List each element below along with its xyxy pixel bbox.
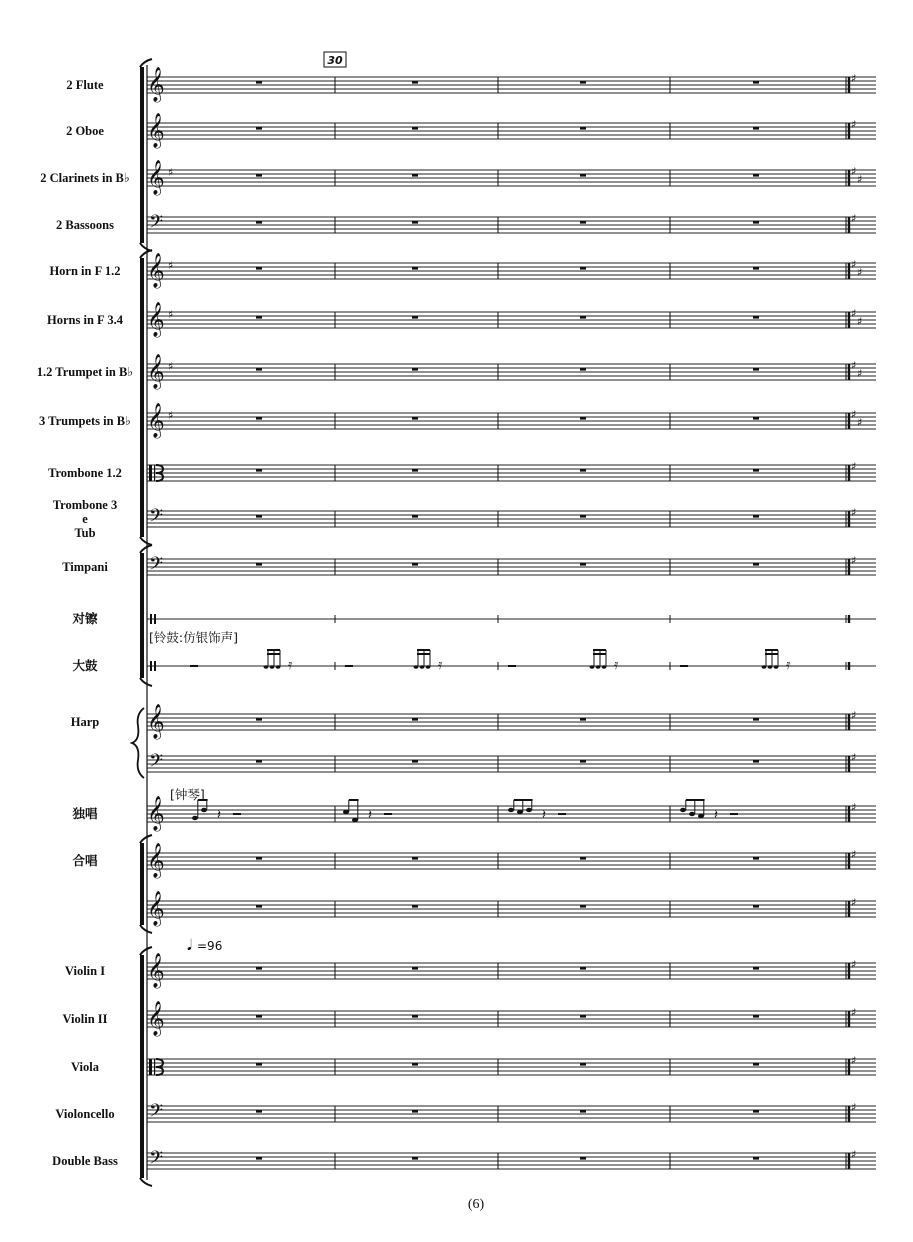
whole-rest-icon xyxy=(256,1063,262,1066)
whole-rest-icon xyxy=(580,417,586,420)
whole-rest-icon xyxy=(753,563,759,566)
staff-label xyxy=(71,715,100,729)
staff-label xyxy=(48,466,122,480)
treble-clef-icon: 𝄞 xyxy=(147,953,165,988)
whole-rest-icon xyxy=(256,515,262,518)
whole-rest-icon xyxy=(580,221,586,224)
rehearsal-mark xyxy=(324,52,346,67)
sixteenth-rest-icon: 𝄿 xyxy=(288,657,293,673)
whole-rest-icon xyxy=(753,469,759,472)
tempo-marking xyxy=(187,936,222,954)
whole-rest-icon xyxy=(256,967,262,970)
whole-rest-icon xyxy=(753,967,759,970)
treble-clef-icon: 𝄞 xyxy=(147,796,165,831)
staff-4 xyxy=(147,212,876,237)
whole-rest-icon xyxy=(412,760,418,763)
staff-18 xyxy=(147,891,876,927)
whole-rest-icon xyxy=(580,760,586,763)
staff-label xyxy=(56,218,114,232)
key-change-sharp-icon: ♯ xyxy=(851,848,857,861)
staff-label-line: Trombone 3 xyxy=(52,498,118,512)
whole-rest-icon xyxy=(412,563,418,566)
whole-rest-icon xyxy=(580,967,586,970)
half-rest-icon xyxy=(730,813,738,815)
staff-label-line: Tub xyxy=(74,526,96,540)
whole-rest-icon xyxy=(753,316,759,319)
note-head xyxy=(352,818,358,822)
whole-rest-icon xyxy=(580,1110,586,1113)
whole-rest-icon xyxy=(256,905,262,908)
whole-rest-icon xyxy=(753,81,759,84)
staff-8 xyxy=(147,403,876,439)
staff-label xyxy=(52,1154,118,1168)
staff-label-line: 合唱 xyxy=(72,854,98,868)
whole-rest-icon xyxy=(412,469,418,472)
staff-label xyxy=(40,171,130,185)
staff-label xyxy=(55,1107,114,1121)
staff-label-line: 2 Flute xyxy=(66,78,104,92)
staff-9 xyxy=(147,460,876,481)
note-head xyxy=(192,816,198,820)
whole-rest-icon xyxy=(412,267,418,270)
key-change-sharp-icon: ♯ xyxy=(857,367,863,380)
staff-label xyxy=(53,498,117,540)
percussion-annotation: [铃鼓:仿银饰声] xyxy=(149,630,238,645)
staff-label-line: Harp xyxy=(70,715,100,729)
key-change-sharp-icon: ♯ xyxy=(851,258,857,271)
key-change-sharp-icon: ♯ xyxy=(851,958,857,971)
key-change-sharp-icon: ♯ xyxy=(851,359,857,372)
staff-label xyxy=(71,1060,100,1074)
half-rest-icon xyxy=(345,665,353,667)
whole-rest-icon xyxy=(580,905,586,908)
note-head xyxy=(680,808,686,812)
whole-rest-icon xyxy=(256,718,262,721)
key-change-sharp-icon: ♯ xyxy=(851,896,857,909)
whole-rest-icon xyxy=(580,127,586,130)
whole-rest-icon xyxy=(412,174,418,177)
whole-rest-icon xyxy=(412,1063,418,1066)
staff-label-line: 大鼓 xyxy=(72,659,98,673)
half-rest-icon xyxy=(680,665,688,667)
key-change-sharp-icon: ♯ xyxy=(851,165,857,178)
score-marks xyxy=(149,52,484,1212)
solo-melody xyxy=(192,799,738,823)
quarter-rest-icon: 𝄽 xyxy=(368,808,372,823)
note-head xyxy=(526,808,532,812)
staff-label xyxy=(66,124,104,138)
whole-rest-icon xyxy=(412,515,418,518)
staff-group-bracket xyxy=(140,250,152,545)
rehearsal-mark-number: 30 xyxy=(327,54,343,67)
whole-rest-icon xyxy=(580,469,586,472)
key-change-sharp-icon: ♯ xyxy=(851,709,857,722)
whole-rest-icon xyxy=(580,1157,586,1160)
whole-rest-icon xyxy=(580,174,586,177)
staff-12 xyxy=(147,614,876,624)
key-change-sharp-icon: ♯ xyxy=(851,751,857,764)
staff-2 xyxy=(147,113,876,149)
staff-label-line: 2 Oboe xyxy=(66,124,104,138)
whole-rest-icon xyxy=(412,967,418,970)
whole-rest-icon xyxy=(412,81,418,84)
key-sharp-icon: ♯ xyxy=(168,259,174,272)
whole-rest-icon xyxy=(753,857,759,860)
treble-clef-icon: 𝄞 xyxy=(147,403,165,438)
staff-label xyxy=(49,264,120,278)
treble-clef-icon: 𝄞 xyxy=(147,253,165,288)
note-head xyxy=(343,810,349,814)
key-change-sharp-icon: ♯ xyxy=(851,408,857,421)
key-change-sharp-icon: ♯ xyxy=(857,416,863,429)
whole-rest-icon xyxy=(580,718,586,721)
staff-label-line: 2 Clarinets in B♭ xyxy=(40,171,130,185)
staff-label-line: 2 Bassoons xyxy=(55,218,115,232)
staff-23 xyxy=(147,1148,876,1173)
staff-label-line: Horn in F 1.2 xyxy=(49,264,121,278)
treble-clef-icon: 𝄞 xyxy=(147,67,165,102)
bass-clef-icon: 𝄢 xyxy=(149,212,164,237)
treble-clef-icon: 𝄞 xyxy=(147,160,165,195)
page-number: (6) xyxy=(467,1197,485,1212)
tempo-note-icon: 𝅘𝅥 xyxy=(187,936,192,954)
staff-3 xyxy=(147,160,876,196)
whole-rest-icon xyxy=(753,1063,759,1066)
staff-label xyxy=(65,964,105,978)
whole-rest-icon xyxy=(256,1110,262,1113)
instrument-labels xyxy=(37,78,133,1168)
half-rest-icon xyxy=(508,665,516,667)
key-change-sharp-icon: ♯ xyxy=(857,266,863,279)
sixteenth-rest-icon: 𝄿 xyxy=(786,657,791,673)
whole-rest-icon xyxy=(753,174,759,177)
treble-clef-icon: 𝄞 xyxy=(147,704,165,739)
staff-11 xyxy=(147,554,876,579)
whole-rest-icon xyxy=(256,1157,262,1160)
staff-label-line: 1.2 Trumpet in B♭ xyxy=(36,365,134,379)
whole-rest-icon xyxy=(412,316,418,319)
quarter-rest-icon: 𝄽 xyxy=(714,808,718,823)
key-sharp-icon: ♯ xyxy=(168,360,174,373)
staff-label-line: 对镲 xyxy=(72,612,98,626)
staff-19 xyxy=(147,953,876,989)
staff-1 xyxy=(147,67,876,103)
staff-15 xyxy=(147,751,876,776)
staff-16 xyxy=(147,796,876,832)
key-change-sharp-icon: ♯ xyxy=(851,460,857,473)
bass-clef-icon: 𝄢 xyxy=(149,1148,164,1173)
half-rest-icon xyxy=(233,813,241,815)
whole-rest-icon xyxy=(753,718,759,721)
alto-clef-icon xyxy=(149,1059,163,1075)
treble-clef-icon: 𝄞 xyxy=(147,354,165,389)
whole-rest-icon xyxy=(753,368,759,371)
staff-label-line: Violin I xyxy=(64,964,106,978)
staff-5 xyxy=(147,253,876,289)
key-change-sharp-icon: ♯ xyxy=(851,212,857,225)
staff-20 xyxy=(147,1001,876,1037)
whole-rest-icon xyxy=(412,718,418,721)
key-change-sharp-icon: ♯ xyxy=(851,72,857,85)
key-change-sharp-icon: ♯ xyxy=(851,554,857,567)
staff-label-line: Viola xyxy=(70,1060,100,1074)
whole-rest-icon xyxy=(412,127,418,130)
whole-rest-icon xyxy=(412,1157,418,1160)
whole-rest-icon xyxy=(256,316,262,319)
whole-rest-icon xyxy=(256,174,262,177)
staff-label-line: Double Bass xyxy=(52,1154,118,1168)
whole-rest-icon xyxy=(256,1015,262,1018)
whole-rest-icon xyxy=(412,857,418,860)
whole-rest-icon xyxy=(753,127,759,130)
whole-rest-icon xyxy=(256,563,262,566)
harp-brace xyxy=(132,708,144,778)
treble-clef-icon: 𝄞 xyxy=(147,891,165,926)
whole-rest-icon xyxy=(753,905,759,908)
key-change-sharp-icon: ♯ xyxy=(851,118,857,131)
half-rest-icon xyxy=(558,813,566,815)
key-change-sharp-icon: ♯ xyxy=(851,307,857,320)
staff-label xyxy=(47,313,124,327)
whole-rest-icon xyxy=(412,1110,418,1113)
key-change-sharp-icon: ♯ xyxy=(851,506,857,519)
alto-clef-icon xyxy=(149,465,163,481)
key-change-sharp-icon: ♯ xyxy=(851,801,857,814)
staff-label xyxy=(62,560,108,574)
quarter-rest-icon: 𝄽 xyxy=(542,808,546,823)
staff-label xyxy=(72,853,98,868)
note-head xyxy=(698,814,704,818)
key-change-sharp-icon: ♯ xyxy=(851,1054,857,1067)
whole-rest-icon xyxy=(412,417,418,420)
note-head xyxy=(508,808,514,812)
staff-label xyxy=(71,806,98,821)
whole-rest-icon xyxy=(256,417,262,420)
staff-22 xyxy=(147,1101,876,1126)
whole-rest-icon xyxy=(256,368,262,371)
key-change-sharp-icon: ♯ xyxy=(857,173,863,186)
staff-label-line: Timpani xyxy=(62,560,108,574)
whole-rest-icon xyxy=(753,221,759,224)
whole-rest-icon xyxy=(412,1015,418,1018)
whole-rest-icon xyxy=(580,515,586,518)
whole-rest-icon xyxy=(256,469,262,472)
quarter-rest-icon: 𝄽 xyxy=(217,808,221,823)
staff-label xyxy=(71,611,98,626)
whole-rest-icon xyxy=(580,1015,586,1018)
whole-rest-icon xyxy=(580,267,586,270)
whole-rest-icon xyxy=(580,81,586,84)
whole-rest-icon xyxy=(753,1110,759,1113)
treble-clef-icon: 𝄞 xyxy=(147,1001,165,1036)
whole-rest-icon xyxy=(580,563,586,566)
staff-label xyxy=(37,365,133,379)
whole-rest-icon xyxy=(256,267,262,270)
staff-label-line: Trombone 1.2 xyxy=(48,466,122,480)
key-change-sharp-icon: ♯ xyxy=(857,315,863,328)
staff-label xyxy=(66,78,104,92)
treble-clef-icon: 𝄞 xyxy=(147,113,165,148)
whole-rest-icon xyxy=(753,760,759,763)
note-head xyxy=(201,808,207,812)
key-sharp-icon: ♯ xyxy=(168,409,174,422)
key-sharp-icon: ♯ xyxy=(168,308,174,321)
staff-label-line: Violoncello xyxy=(55,1107,115,1121)
whole-rest-icon xyxy=(256,760,262,763)
staff-label xyxy=(62,1012,107,1026)
staff-label-line: Horns in F 3.4 xyxy=(47,313,123,327)
whole-rest-icon xyxy=(753,1015,759,1018)
note-head xyxy=(689,812,695,816)
staff-label-line: Violin II xyxy=(62,1012,108,1026)
solo-annotation: [钟琴] xyxy=(170,787,205,802)
staff-6 xyxy=(147,302,876,338)
tempo-value: =96 xyxy=(197,939,223,953)
staff-14 xyxy=(147,704,876,740)
bass-clef-icon: 𝄢 xyxy=(149,554,164,579)
treble-clef-icon: 𝄞 xyxy=(147,843,165,878)
staff-17 xyxy=(147,843,876,879)
sixteenth-rest-icon: 𝄿 xyxy=(614,657,619,673)
staff-label-line: 独唱 xyxy=(72,807,98,821)
staff-21 xyxy=(147,1054,876,1075)
key-sharp-icon: ♯ xyxy=(168,166,174,179)
whole-rest-icon xyxy=(580,857,586,860)
staff-label-line: 3 Trumpets in B♭ xyxy=(39,414,131,428)
staff-7 xyxy=(147,354,876,390)
bass-clef-icon: 𝄢 xyxy=(149,751,164,776)
treble-clef-icon: 𝄞 xyxy=(147,302,165,337)
whole-rest-icon xyxy=(580,368,586,371)
key-change-sharp-icon: ♯ xyxy=(851,1101,857,1114)
bass-drum-rhythm xyxy=(190,649,791,673)
whole-rest-icon xyxy=(256,81,262,84)
whole-rest-icon xyxy=(256,221,262,224)
note-head xyxy=(517,810,523,814)
bass-clef-icon: 𝄢 xyxy=(149,1101,164,1126)
bass-clef-icon: 𝄢 xyxy=(149,506,164,531)
whole-rest-icon xyxy=(753,515,759,518)
key-change-sharp-icon: ♯ xyxy=(851,1148,857,1161)
staff-label xyxy=(39,414,131,428)
staff-system xyxy=(147,67,876,1173)
staff-label-line: e xyxy=(82,512,88,526)
key-change-sharp-icon: ♯ xyxy=(851,1006,857,1019)
whole-rest-icon xyxy=(412,221,418,224)
whole-rest-icon xyxy=(412,368,418,371)
sixteenth-rest-icon: 𝄿 xyxy=(438,657,443,673)
whole-rest-icon xyxy=(256,857,262,860)
whole-rest-icon xyxy=(580,316,586,319)
whole-rest-icon xyxy=(753,267,759,270)
half-rest-icon xyxy=(384,813,392,815)
whole-rest-icon xyxy=(753,417,759,420)
whole-rest-icon xyxy=(256,127,262,130)
staff-10 xyxy=(147,506,876,531)
whole-rest-icon xyxy=(753,1157,759,1160)
whole-rest-icon xyxy=(412,905,418,908)
staff-label xyxy=(72,658,98,673)
half-rest-icon xyxy=(190,665,198,667)
whole-rest-icon xyxy=(580,1063,586,1066)
